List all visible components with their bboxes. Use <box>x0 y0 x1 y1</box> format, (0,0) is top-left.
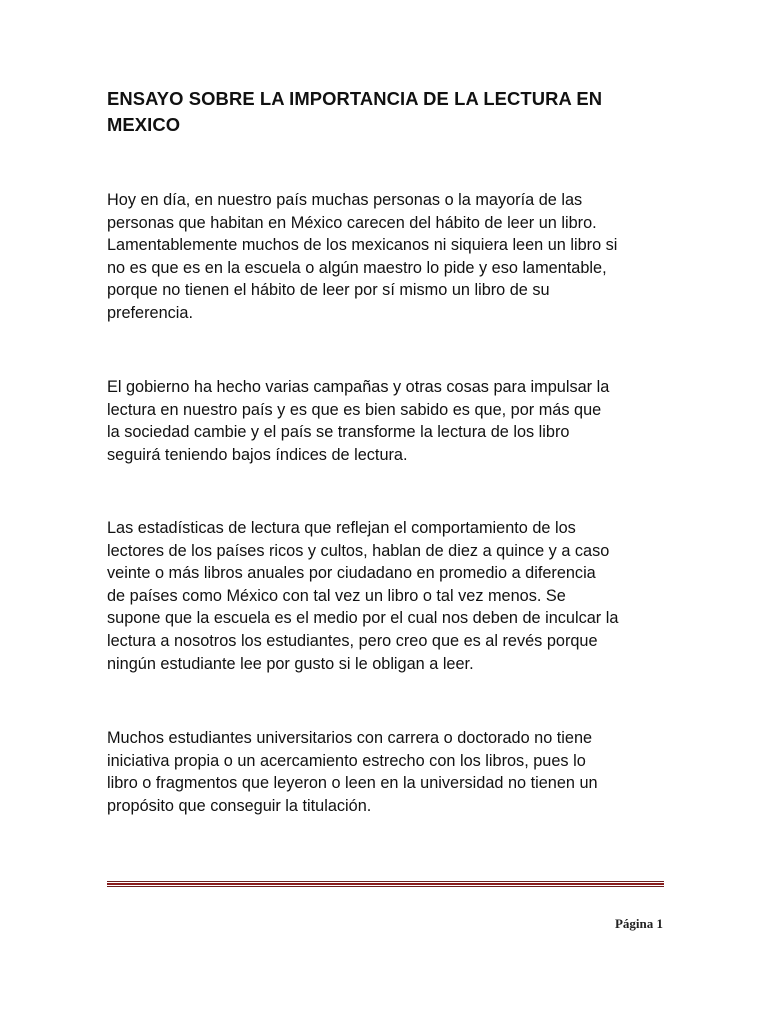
paragraph-4: Muchos estudiantes universitarios con carrera o doctorado no tiene iniciativa propia o un acercamiento estrecho con los libros, pues lo libro o fragmentos que leyeron o leen en la universidad no tienen un propósito que conseguir la titulación. <box>107 729 598 815</box>
page-number: Página 1 <box>614 916 663 931</box>
essay-title: ENSAYO SOBRE LA IMPORTANCIA DE LA LECTURA EN MEXICO <box>107 88 603 135</box>
paragraph-1: Hoy en día, en nuestro país muchas personas o la mayoría de las personas que habitan en México carecen del hábito de leer un libro. Lamentablemente muchos de los mexicanos ni siquiera leen un libro si no es que es en la escuela o algún maestro lo pide y eso lamentable, porque no tienen el hábito de leer por sí mismo un libro de su preferencia. <box>107 191 618 322</box>
footer-divider-line-top <box>107 881 664 882</box>
footer-divider <box>107 881 664 887</box>
footer-divider-line-bottom <box>107 886 664 887</box>
paragraph-2: El gobierno ha hecho varias campañas y otras cosas para impulsar la lectura en nuestro país y es que es bien sabido es que, por más que la sociedad cambie y el país se transforme la lectura de los libro seguirá teniendo bajos índices de lectura. <box>107 378 610 464</box>
footer-divider-line-middle <box>107 883 664 885</box>
paragraph-3: Las estadísticas de lectura que reflejan el comportamiento de los lectores de los países ricos y cultos, hablan de diez a quince y a caso veinte o más libros anuales por ciudadano en promedio a diferencia de países como México con tal vez un libro o tal vez menos. Se supone que la escuela es el medio por el cual nos deben de inculcar la lectura a nosotros los estudiantes, pero creo que es al revés porque ningún estudiante lee por gusto si le obligan a leer. <box>107 519 619 673</box>
